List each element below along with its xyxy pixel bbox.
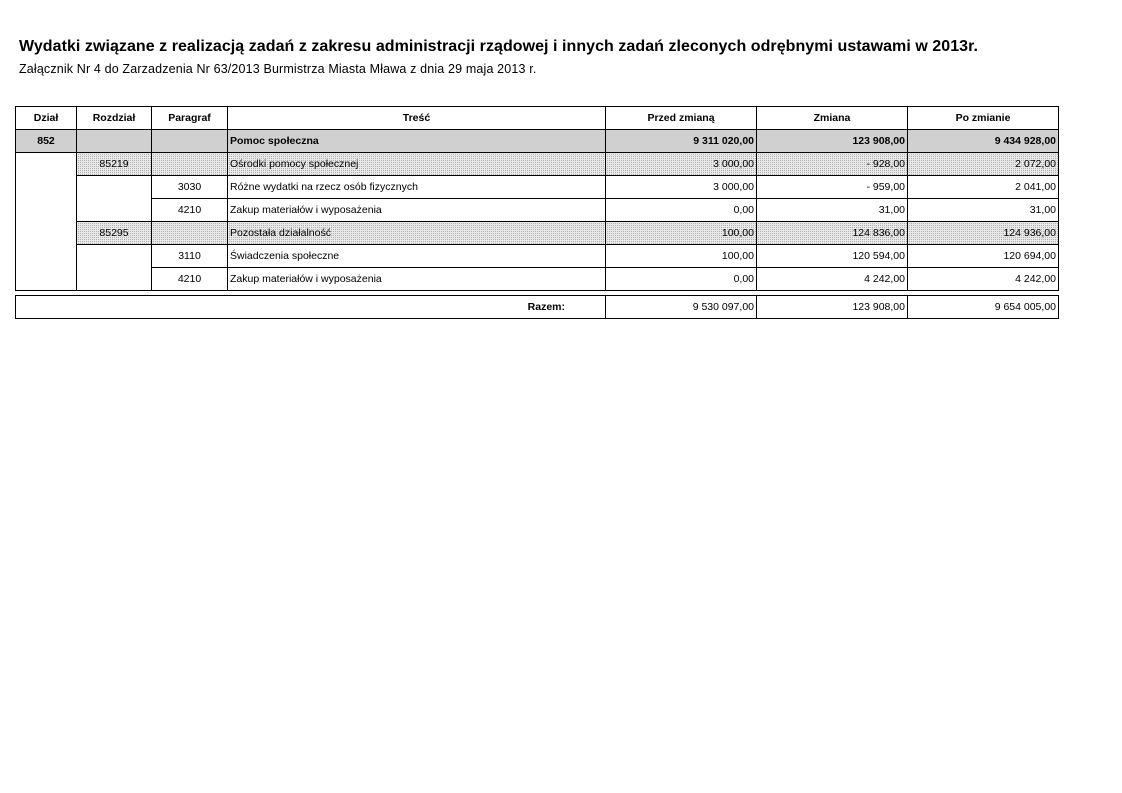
paragraf-code: 4210 (152, 268, 228, 291)
paragraf-code: 3110 (152, 245, 228, 268)
empty-cell (77, 176, 152, 222)
header-rozdzial: Rozdział (77, 107, 152, 130)
paragraf-name: Różne wydatki na rzecz osób fizycznych (228, 176, 606, 199)
expenses-table (15, 106, 1059, 291)
page-title: Wydatki związane z realizacją zadań z zakresu administracji rządowej i innych zadań zleconych odrębnymi ustawami w 2013r. (19, 38, 978, 55)
empty-cell (152, 222, 228, 245)
dzial-code: 852 (16, 130, 77, 153)
empty-cell (152, 130, 228, 153)
paragraf-row (16, 176, 1059, 199)
paragraf-name: Zakup materiałów i wyposażenia (228, 268, 606, 291)
paragraf-po: 31,00 (908, 199, 1059, 222)
paragraf-row (16, 245, 1059, 268)
totals-po: 9 654 005,00 (908, 296, 1059, 319)
header-dzial: Dział (16, 107, 77, 130)
rozdzial-przed: 3 000,00 (606, 153, 757, 176)
paragraf-po: 4 242,00 (908, 268, 1059, 291)
paragraf-zmiana: 120 594,00 (757, 245, 908, 268)
paragraf-przed: 3 000,00 (606, 176, 757, 199)
paragraf-row (16, 199, 1059, 222)
totals-label: Razem: (16, 296, 606, 319)
rozdzial-przed: 100,00 (606, 222, 757, 245)
rozdzial-row (16, 153, 1059, 176)
header-paragraf: Paragraf (152, 107, 228, 130)
rozdzial-po: 124 936,00 (908, 222, 1059, 245)
paragraf-zmiana: - 959,00 (757, 176, 908, 199)
header-tresc: Treść (228, 107, 606, 130)
totals-row (16, 296, 1059, 319)
empty-cell (16, 153, 77, 291)
paragraf-po: 2 041,00 (908, 176, 1059, 199)
paragraf-row (16, 268, 1059, 291)
page-subtitle: Załącznik Nr 4 do Zarzadzenia Nr 63/2013 Burmistrza Miasta Mława z dnia 29 maja 2013 r. (19, 62, 537, 76)
rozdzial-name: Ośrodki pomocy społecznej (228, 153, 606, 176)
dzial-po: 9 434 928,00 (908, 130, 1059, 153)
rozdzial-zmiana: 124 836,00 (757, 222, 908, 245)
rozdzial-name: Pozostała działalność (228, 222, 606, 245)
header-row (16, 107, 1059, 130)
totals-zmiana: 123 908,00 (757, 296, 908, 319)
dzial-name: Pomoc społeczna (228, 130, 606, 153)
rozdzial-po: 2 072,00 (908, 153, 1059, 176)
paragraf-zmiana: 4 242,00 (757, 268, 908, 291)
header-po-zmianie: Po zmianie (908, 107, 1059, 130)
paragraf-przed: 0,00 (606, 199, 757, 222)
empty-cell (152, 153, 228, 176)
empty-cell (77, 130, 152, 153)
paragraf-code: 4210 (152, 199, 228, 222)
rozdzial-code: 85295 (77, 222, 152, 245)
rozdzial-zmiana: - 928,00 (757, 153, 908, 176)
header-przed-zmiana: Przed zmianą (606, 107, 757, 130)
empty-cell (77, 245, 152, 291)
paragraf-po: 120 694,00 (908, 245, 1059, 268)
paragraf-name: Świadczenia społeczne (228, 245, 606, 268)
dzial-zmiana: 123 908,00 (757, 130, 908, 153)
dzial-przed: 9 311 020,00 (606, 130, 757, 153)
paragraf-przed: 0,00 (606, 268, 757, 291)
rozdzial-code: 85219 (77, 153, 152, 176)
paragraf-code: 3030 (152, 176, 228, 199)
paragraf-przed: 100,00 (606, 245, 757, 268)
paragraf-name: Zakup materiałów i wyposażenia (228, 199, 606, 222)
totals-przed: 9 530 097,00 (606, 296, 757, 319)
totals-table (15, 295, 1059, 319)
header-zmiana: Zmiana (757, 107, 908, 130)
rozdzial-row (16, 222, 1059, 245)
paragraf-zmiana: 31,00 (757, 199, 908, 222)
dzial-row (16, 130, 1059, 153)
